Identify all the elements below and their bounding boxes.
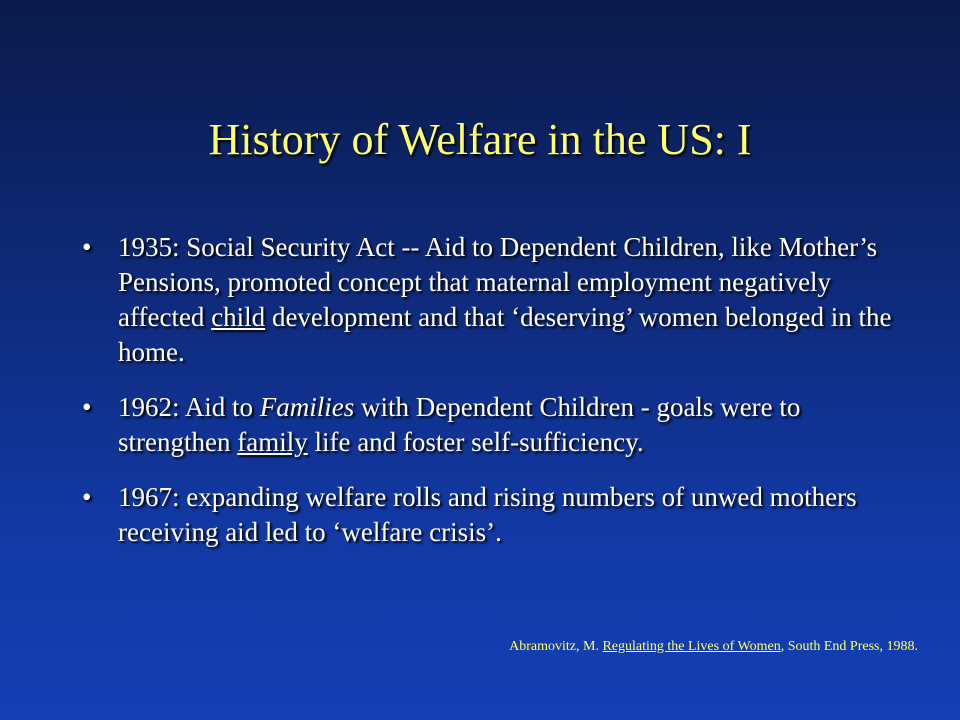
bullet-text: with Dependent Children - goals were to strengthen: [118, 392, 801, 457]
bullet-dot-icon: •: [82, 482, 92, 512]
bullet-item-1967: [82, 480, 902, 550]
bullet-list: [82, 230, 902, 550]
underlined-word-child: child: [211, 302, 266, 332]
citation-book-title: Regulating the Lives of Women: [602, 639, 781, 654]
citation-publisher: , South End Press, 1988.: [780, 639, 918, 654]
italic-word-families: Families: [259, 392, 355, 422]
bullet-text: 1935: Social Security Act -- Aid to Dependent Children, like Mother’s Pensions, promoted concept that maternal employment negatively affected: [118, 232, 878, 332]
bullet-item-1962: [82, 390, 902, 460]
citation: [509, 638, 918, 656]
bullet-text: development and that ‘deserving’ women belonged in the home.: [118, 302, 892, 367]
bullet-text: 1967: expanding welfare rolls and rising numbers of unwed mothers receiving aid led to ‘welfare crisis’.: [118, 482, 857, 547]
underlined-word-family: family: [237, 427, 308, 457]
citation-author: Abramovitz, M.: [509, 639, 603, 654]
bullet-text: 1962: Aid to: [118, 392, 260, 422]
bullet-item-1935: [82, 230, 902, 370]
bullet-dot-icon: •: [82, 232, 92, 262]
bullet-text: life and foster self-sufficiency.: [307, 427, 644, 457]
bullet-dot-icon: •: [82, 392, 92, 422]
slide-title: History of Welfare in the US: I: [208, 115, 752, 164]
